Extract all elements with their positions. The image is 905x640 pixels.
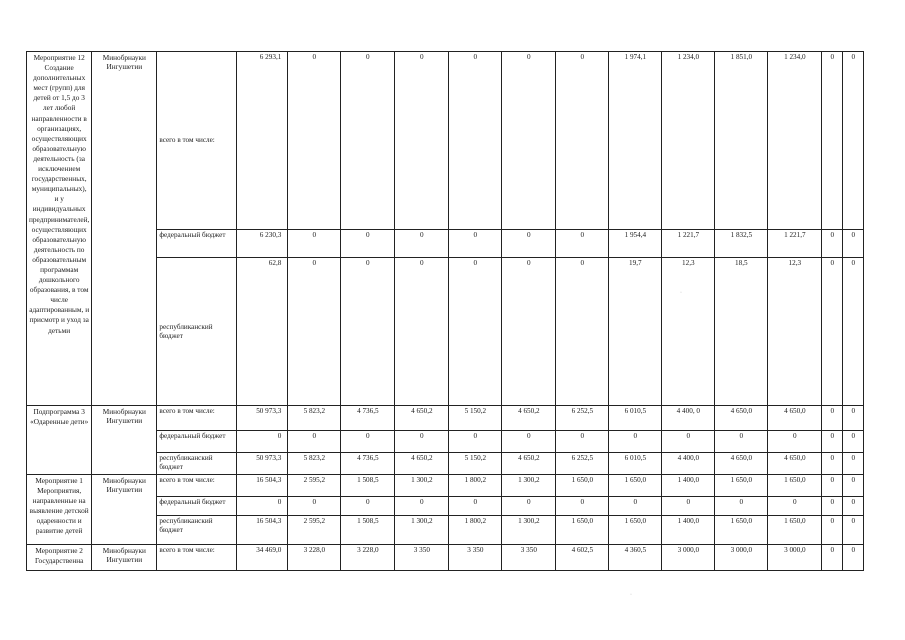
amount-cell: 16 504,3 (237, 475, 288, 497)
amount-cell: 1 300,2 (502, 475, 556, 497)
amount-cell: 0 (843, 431, 864, 453)
amount-cell: 0 (822, 475, 843, 497)
amount-cell: 0 (395, 497, 449, 516)
amount-cell: 4 360,5 (609, 545, 662, 571)
amount-cell: 0 (843, 475, 864, 497)
amount-cell: 1 800,2 (449, 475, 502, 497)
amount-cell: 19,7 (609, 258, 662, 406)
amount-cell: 0 (237, 497, 288, 516)
amount-cell: 0 (843, 453, 864, 475)
amount-cell: 0 (288, 497, 341, 516)
amount-cell: 4 400,0 (662, 453, 715, 475)
amount-cell: 0 (715, 497, 768, 516)
amount-cell: 3 228,0 (288, 545, 341, 571)
amount-cell: 4 736,5 (341, 453, 395, 475)
amount-cell: 0 (502, 258, 556, 406)
amount-cell: 0 (395, 431, 449, 453)
amount-cell: 4 650,0 (768, 453, 822, 475)
executor-cell: Минобрнауки Ингушетии (92, 52, 157, 406)
amount-cell: 0 (341, 52, 395, 230)
amount-cell: 3 000,0 (662, 545, 715, 571)
funding-source-cell: всего в том числе: (157, 406, 237, 431)
amount-cell: 0 (502, 431, 556, 453)
amount-cell: 1 400,0 (662, 516, 715, 545)
amount-cell: 0 (556, 230, 609, 258)
amount-cell: 0 (822, 258, 843, 406)
amount-cell: 0 (449, 52, 502, 230)
amount-cell: 0 (502, 497, 556, 516)
executor-cell: Минобрнауки Ингушетии (92, 545, 157, 571)
amount-cell: 1 234,0 (768, 52, 822, 230)
amount-cell: 62,8 (237, 258, 288, 406)
amount-cell: 0 (449, 258, 502, 406)
amount-cell: 1 300,2 (502, 516, 556, 545)
funding-source-cell: республиканский бюджет (157, 516, 237, 545)
amount-cell: 0 (822, 453, 843, 475)
amount-cell: 1 650,0 (768, 516, 822, 545)
table-row (27, 52, 864, 230)
event-name-cell: Мероприятие 12 Создание дополнительных мест (групп) для детей от 1,5 до 3 лет любой направленности в организациях, осуществляющих образовательную деятельность (за исключением государственных, муниципальных), и у индивидуальных предпринимателей, осуществляющих образовательную деятельность по образовательным программам дошкольного образования, в том числе адаптированным, и присмотр и уход за детьми (27, 52, 92, 406)
amount-cell: 0 (288, 258, 341, 406)
amount-cell: 6 010,5 (609, 406, 662, 431)
amount-cell: 1 650,0 (609, 516, 662, 545)
amount-cell: 0 (662, 497, 715, 516)
amount-cell: 0 (237, 431, 288, 453)
amount-cell: 0 (822, 406, 843, 431)
amount-cell: 6 293,1 (237, 52, 288, 230)
amount-cell: 5 150,2 (449, 406, 502, 431)
amount-cell: 0 (843, 497, 864, 516)
amount-cell: 4 650,0 (768, 406, 822, 431)
amount-cell: 0 (609, 497, 662, 516)
amount-cell: 0 (556, 431, 609, 453)
amount-cell: 6 010,5 (609, 453, 662, 475)
funding-source-cell: республиканский бюджет (157, 258, 237, 406)
amount-cell: 0 (288, 230, 341, 258)
amount-cell: 0 (843, 230, 864, 258)
amount-cell: 6 230,3 (237, 230, 288, 258)
amount-cell: 0 (768, 497, 822, 516)
table-row (27, 475, 864, 497)
amount-cell: 1 650,0 (715, 516, 768, 545)
amount-cell: 5 823,2 (288, 406, 341, 431)
amount-cell: 3 000,0 (715, 545, 768, 571)
amount-cell: 0 (288, 431, 341, 453)
amount-cell: 0 (449, 431, 502, 453)
amount-cell: 0 (449, 230, 502, 258)
amount-cell: 2 595,2 (288, 516, 341, 545)
amount-cell: 4 400, 0 (662, 406, 715, 431)
table-row (27, 545, 864, 571)
executor-cell: Минобрнауки Ингушетии (92, 475, 157, 545)
funding-source-cell: всего в том числе: (157, 545, 237, 571)
amount-cell: 4 650,2 (502, 453, 556, 475)
amount-cell: 0 (341, 431, 395, 453)
amount-cell: 3 350 (395, 545, 449, 571)
amount-cell: 1 974,1 (609, 52, 662, 230)
amount-cell: 0 (502, 230, 556, 258)
amount-cell: 1 954,4 (609, 230, 662, 258)
budget-table (26, 51, 864, 571)
amount-cell: 3 350 (502, 545, 556, 571)
amount-cell: 0 (715, 431, 768, 453)
amount-cell: 1 508,5 (341, 516, 395, 545)
amount-cell: 0 (341, 258, 395, 406)
funding-source-cell: федеральный бюджет (157, 431, 237, 453)
amount-cell: 3 350 (449, 545, 502, 571)
amount-cell: 1 832,5 (715, 230, 768, 258)
amount-cell: 1 650,0 (768, 475, 822, 497)
amount-cell: 34 469,0 (237, 545, 288, 571)
amount-cell: 0 (843, 258, 864, 406)
funding-source-cell: всего в том числе: (157, 475, 237, 497)
amount-cell: 1 650,0 (715, 475, 768, 497)
amount-cell: 1 234,0 (662, 52, 715, 230)
amount-cell: 18,5 (715, 258, 768, 406)
amount-cell: 50 973,3 (237, 453, 288, 475)
amount-cell: 4 650,2 (395, 406, 449, 431)
amount-cell: 1 650,0 (556, 475, 609, 497)
funding-source-cell: республиканский бюджет (157, 453, 237, 475)
amount-cell: 12,3 (662, 258, 715, 406)
amount-cell: 0 (288, 52, 341, 230)
table-row (27, 406, 864, 431)
scan-mark: · (680, 290, 682, 296)
amount-cell: 16 504,3 (237, 516, 288, 545)
event-name-cell: Подпрограмма 3 «Одаренные дети» (27, 406, 92, 475)
amount-cell: 4 736,5 (341, 406, 395, 431)
amount-cell: 0 (556, 52, 609, 230)
amount-cell: 1 800,2 (449, 516, 502, 545)
amount-cell: 0 (843, 406, 864, 431)
amount-cell: 0 (395, 230, 449, 258)
amount-cell: 1 221,7 (768, 230, 822, 258)
amount-cell: 0 (502, 52, 556, 230)
amount-cell: 0 (822, 431, 843, 453)
amount-cell: 5 823,2 (288, 453, 341, 475)
amount-cell: 0 (449, 497, 502, 516)
amount-cell: 1 508,5 (341, 475, 395, 497)
event-name-cell: Мероприятие 1 Мероприятия, направленные на выявление детской одаренности и развитие детей (27, 475, 92, 545)
amount-cell: 6 252,5 (556, 453, 609, 475)
amount-cell: 6 252,5 (556, 406, 609, 431)
amount-cell: 0 (822, 230, 843, 258)
amount-cell: 0 (556, 497, 609, 516)
amount-cell: 0 (395, 258, 449, 406)
amount-cell: 0 (662, 431, 715, 453)
amount-cell: 3 228,0 (341, 545, 395, 571)
amount-cell: 0 (822, 516, 843, 545)
funding-source-cell: федеральный бюджет (157, 497, 237, 516)
amount-cell: 0 (609, 431, 662, 453)
amount-cell: 0 (843, 545, 864, 571)
amount-cell: 0 (341, 497, 395, 516)
amount-cell: 4 650,0 (715, 453, 768, 475)
scan-mark: · (630, 592, 632, 598)
amount-cell: 0 (341, 230, 395, 258)
amount-cell: 1 650,0 (556, 516, 609, 545)
amount-cell: 0 (395, 52, 449, 230)
amount-cell: 4 650,2 (395, 453, 449, 475)
amount-cell: 50 973,3 (237, 406, 288, 431)
amount-cell: 4 602,5 (556, 545, 609, 571)
amount-cell: 2 595,2 (288, 475, 341, 497)
amount-cell: 4 650,0 (715, 406, 768, 431)
amount-cell: 1 851,0 (715, 52, 768, 230)
amount-cell: 0 (822, 52, 843, 230)
funding-source-cell: федеральный бюджет (157, 230, 237, 258)
amount-cell: 0 (768, 431, 822, 453)
amount-cell: 4 650,2 (502, 406, 556, 431)
amount-cell: 0 (822, 497, 843, 516)
amount-cell: 1 300,2 (395, 516, 449, 545)
amount-cell: 0 (843, 516, 864, 545)
amount-cell: 0 (822, 545, 843, 571)
funding-source-cell: всего в том числе: (157, 52, 237, 230)
amount-cell: 3 000,0 (768, 545, 822, 571)
executor-cell: Минобрнауки Ингушетии (92, 406, 157, 475)
amount-cell: 1 400,0 (662, 475, 715, 497)
amount-cell: 5 150,2 (449, 453, 502, 475)
amount-cell: 0 (843, 52, 864, 230)
amount-cell: 1 650,0 (609, 475, 662, 497)
amount-cell: 0 (556, 258, 609, 406)
amount-cell: 1 221,7 (662, 230, 715, 258)
amount-cell: 12,3 (768, 258, 822, 406)
event-name-cell: Мероприятие 2 Государственна (27, 545, 92, 571)
amount-cell: 1 300,2 (395, 475, 449, 497)
